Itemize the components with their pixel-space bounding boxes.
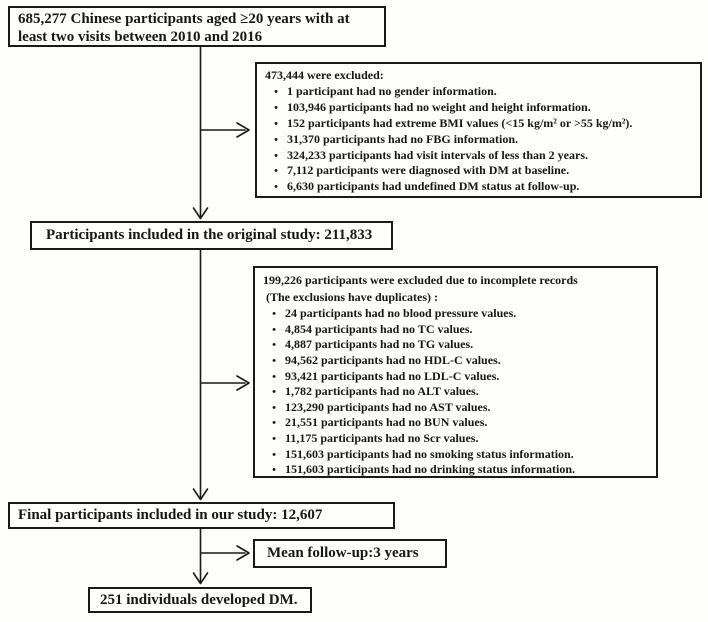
exclusion-list-item: • 4,854 participants had no TC values.: [263, 322, 652, 338]
exclusion-list-item: • 151,603 participants had no smoking status information.: [263, 447, 652, 463]
bullet-marker: [265, 100, 287, 116]
outcome-box: [88, 587, 312, 613]
bullet-marker: [263, 306, 285, 322]
arrowhead-right-2: [237, 376, 249, 390]
exclusion-list-item: • 152 participants had extreme BMI values (<15 kg/m² or >55 kg/m²).: [265, 116, 696, 132]
final-participants-text: Final participants included in our study: 12,607: [18, 507, 323, 523]
bullet-marker: [263, 384, 285, 400]
bullet-marker: [265, 132, 287, 148]
enrollment-text-line-1: 685,277 Chinese participants aged ≥20 years with at: [18, 11, 350, 27]
bullet-marker: [263, 447, 285, 463]
exclusion-list-item: • 6,630 participants had undefined DM status at follow-up.: [265, 179, 696, 195]
bullet-marker: [263, 415, 285, 431]
enrollment-text-line-2: least two visits between 2010 and 2016: [18, 29, 263, 46]
bullet-marker: [263, 369, 285, 385]
exclusion-2-subtitle: (The exclusions have duplicates) :: [266, 289, 439, 304]
exclusion-list-item: • 21,551 participants had no BUN values.: [263, 415, 652, 431]
bullet-marker: [263, 462, 285, 478]
exclusion-list-item: • 151,603 participants had no drinking status information.: [263, 462, 652, 478]
exclusion-box-1: [255, 62, 702, 198]
bullet-marker: [265, 148, 287, 164]
arrowhead-right-1: [237, 123, 249, 137]
final-participants-box: [8, 502, 395, 529]
enrollment-box: [8, 6, 386, 47]
exclusion-2-title: 199,226 participants were excluded due to incomplete records: [263, 273, 578, 287]
bullet-marker: [265, 84, 287, 100]
arrowhead-right-3: [237, 546, 249, 560]
bullet-marker: [263, 400, 285, 416]
exclusion-list-item: • 94,562 participants had no HDL-C values.: [263, 353, 652, 369]
followup-text: Mean follow-up:3 years: [267, 545, 419, 561]
exclusion-list-item: • 103,946 participants had no weight and height information.: [265, 100, 696, 116]
exclusion-list-item: • 31,370 participants had no FBG information.: [265, 132, 696, 148]
exclusion-list-item: • 324,233 participants had visit intervals of less than 2 years.: [265, 148, 696, 164]
exclusion-1-list: [265, 84, 696, 195]
exclusion-list-item: • 11,175 participants had no Scr values.: [263, 431, 652, 447]
exclusion-list-item: • 123,290 participants had no AST values.: [263, 400, 652, 416]
bullet-marker: [265, 179, 287, 195]
exclusion-list-item: • 1 participant had no gender information.: [265, 84, 696, 100]
exclusion-list-item: • 7,112 participants were diagnosed with DM at baseline.: [265, 163, 696, 179]
exclusion-1-title: 473,444 were excluded:: [265, 68, 384, 82]
bullet-marker: [263, 431, 285, 447]
bullet-marker: [263, 322, 285, 338]
exclusion-2-list: [263, 306, 652, 478]
exclusion-list-item: • 93,421 participants had no LDL-C values.: [263, 369, 652, 385]
exclusion-box-2: [253, 266, 658, 478]
bullet-marker: [265, 116, 287, 132]
exclusion-list-item: • 24 participants had no blood pressure values.: [263, 306, 652, 322]
arrowhead-down-3: [194, 573, 208, 584]
original-study-box: [30, 221, 393, 250]
exclusion-list-item: • 4,887 participants had no TG values.: [263, 337, 652, 353]
arrowhead-down-1: [194, 208, 208, 219]
bullet-marker: [265, 163, 287, 179]
bullet-marker: [263, 337, 285, 353]
outcome-text: 251 individuals developed DM.: [100, 592, 298, 608]
followup-box: [253, 539, 447, 568]
exclusion-list-item: • 1,782 participants had no ALT values.: [263, 384, 652, 400]
arrowhead-down-2: [194, 489, 208, 500]
bullet-marker: [263, 353, 285, 369]
original-study-text: Participants included in the original study: 211,833: [46, 227, 373, 243]
